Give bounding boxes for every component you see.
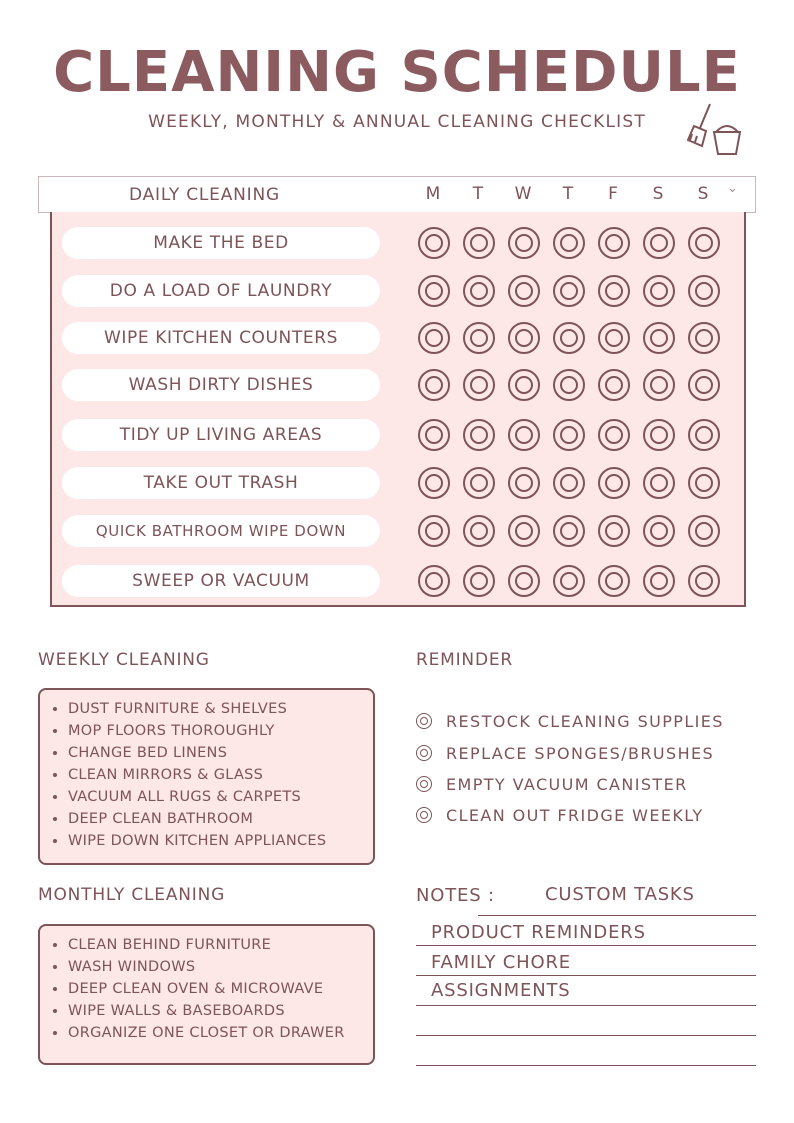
day-header: M [425,184,441,204]
checkbox-circle[interactable] [598,515,630,547]
checkbox-circle[interactable] [643,419,675,451]
checkbox-circle[interactable] [643,467,675,499]
monthly-task: • DEEP CLEAN OVEN & MICROWAVE [68,978,373,1000]
checkbox-circle[interactable] [463,275,495,307]
task-label: DO A LOAD OF LAUNDRY [62,275,380,307]
note-line-text: PRODUCT REMINDERS [431,922,646,943]
weekly-task: • MOP FLOORS THOROUGHLY [68,720,373,742]
monthly-task: • WASH WINDOWS [68,956,373,978]
checkbox-circle[interactable] [688,419,720,451]
checkbox-circle[interactable] [553,467,585,499]
checkbox-circle[interactable] [688,322,720,354]
task-label: MAKE THE BED [62,227,380,259]
checkbox-circle[interactable] [688,369,720,401]
checkbox-circle[interactable] [418,275,450,307]
day-header: S [652,184,664,204]
weekly-task: • CHANGE BED LINENS [68,742,373,764]
checkbox-circle[interactable] [463,227,495,259]
checkbox-circle[interactable] [688,275,720,307]
checkbox-circle[interactable] [418,227,450,259]
task-label: TIDY UP LIVING AREAS [62,419,380,451]
checkbox-circle[interactable] [418,467,450,499]
checkbox-circle[interactable] [643,565,675,597]
checkbox-circle[interactable] [418,515,450,547]
notes-label: NOTES : [416,885,495,906]
checkbox-circle[interactable] [508,322,540,354]
page-title: CLEANING SCHEDULE [53,40,741,105]
weekly-cleaning-label: WEEKLY CLEANING [38,650,210,670]
reminder-text: CLEAN OUT FRIDGE WEEKLY [446,806,704,825]
monthly-cleaning-label: MONTHLY CLEANING [38,885,226,905]
checkbox-circle[interactable] [643,515,675,547]
checkbox-circle[interactable] [688,565,720,597]
checkbox-circle[interactable] [553,515,585,547]
weekly-task: • DUST FURNITURE & SHELVES [68,698,373,720]
note-line[interactable] [478,915,756,916]
checkbox-circle[interactable] [508,515,540,547]
day-header: F [608,184,618,204]
page-subtitle: WEEKLY, MONTHLY & ANNUAL CLEANING CHECKLIST [148,112,646,132]
checkbox-circle[interactable] [418,565,450,597]
checkbox-circle[interactable] [688,515,720,547]
checkbox-circle[interactable] [643,369,675,401]
checkbox-circle[interactable] [643,322,675,354]
reminder-text: RESTOCK CLEANING SUPPLIES [446,712,724,731]
reminder-text: REPLACE SPONGES/BRUSHES [446,744,715,763]
note-line-text: CUSTOM TASKS [545,884,695,905]
note-line[interactable] [416,945,756,946]
note-line[interactable] [416,1005,756,1006]
checkbox-circle[interactable] [508,275,540,307]
checkbox-circle[interactable] [418,419,450,451]
monthly-list-box [38,924,375,1065]
weekly-task: • DEEP CLEAN BATHROOM [68,808,373,830]
checkbox-circle[interactable] [463,369,495,401]
checkbox-circle[interactable] [598,322,630,354]
checkbox-circle[interactable] [598,275,630,307]
day-header: S [697,184,709,204]
note-line[interactable] [416,975,756,976]
checkbox-circle[interactable] [688,227,720,259]
checkbox-circle[interactable] [508,369,540,401]
checkbox-circle[interactable] [463,467,495,499]
checkbox-circle[interactable] [553,419,585,451]
monthly-task: • WIPE WALLS & BASEBOARDS [68,1000,373,1022]
task-label: WASH DIRTY DISHES [62,369,380,401]
monthly-task: • CLEAN BEHIND FURNITURE [68,934,373,956]
checkbox-circle[interactable] [463,419,495,451]
checkbox-circle[interactable] [553,322,585,354]
checkbox-circle[interactable] [553,227,585,259]
weekly-list-box [38,688,375,865]
reminder-circle-icon[interactable] [416,713,432,729]
checkbox-circle[interactable] [463,515,495,547]
day-header: T [472,184,484,204]
weekly-task: • VACUUM ALL RUGS & CARPETS [68,786,373,808]
reminder-item [416,806,704,825]
task-label: TAKE OUT TRASH [62,467,380,499]
weekly-task: • WIPE DOWN KITCHEN APPLIANCES [68,830,373,852]
checkbox-circle[interactable] [598,419,630,451]
checkbox-circle[interactable] [688,467,720,499]
checkbox-circle[interactable] [598,369,630,401]
day-header: W [514,184,532,204]
checkbox-circle[interactable] [598,565,630,597]
reminder-item [416,744,714,763]
reminder-text: EMPTY VACUUM CANISTER [446,775,688,794]
reminder-label: REMINDER [416,650,513,670]
note-line[interactable] [416,1035,756,1036]
checkbox-circle[interactable] [643,275,675,307]
daily-header-bar [38,176,756,213]
checkbox-circle[interactable] [553,275,585,307]
reminder-circle-icon[interactable] [416,807,432,823]
checkbox-circle[interactable] [553,369,585,401]
checkbox-circle[interactable] [553,565,585,597]
checkbox-circle[interactable] [418,369,450,401]
reminder-item [416,775,688,794]
reminder-circle-icon[interactable] [416,776,432,792]
note-line-text: ASSIGNMENTS [431,980,571,1001]
checkbox-circle[interactable] [463,322,495,354]
monthly-task: • ORGANIZE ONE CLOSET OR DRAWER [68,1022,373,1044]
checkbox-circle[interactable] [508,565,540,597]
daily-cleaning-label: DAILY CLEANING [129,185,280,205]
checkbox-circle[interactable] [463,565,495,597]
note-line-text: FAMILY CHORE [431,952,571,973]
checkbox-circle[interactable] [508,227,540,259]
checkbox-circle[interactable] [508,467,540,499]
checkbox-circle[interactable] [418,322,450,354]
daily-task-grid [50,212,746,607]
note-line[interactable] [416,1065,756,1066]
task-label: QUICK BATHROOM WIPE DOWN [62,515,380,547]
reminder-item [416,712,724,731]
checkbox-circle[interactable] [643,227,675,259]
task-label: WIPE KITCHEN COUNTERS [62,322,380,354]
reminder-circle-icon[interactable] [416,745,432,761]
weekly-task: • CLEAN MIRRORS & GLASS [68,764,373,786]
day-header: T [562,184,574,204]
broom-bucket-icon [686,102,744,160]
checkbox-circle[interactable] [598,227,630,259]
checkbox-circle[interactable] [508,419,540,451]
checkbox-circle[interactable] [598,467,630,499]
chevron-down-icon[interactable]: ⌄ [727,181,738,196]
task-label: SWEEP OR VACUUM [62,565,380,597]
